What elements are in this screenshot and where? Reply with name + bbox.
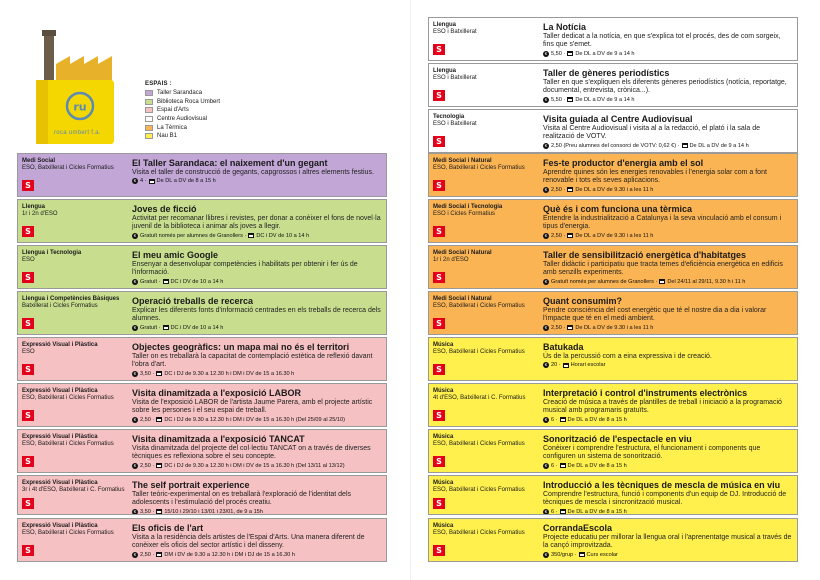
activity-description: Activitat per recomanar llibres i revistes, per donar a conèixer el fons de novel·la juvenil de la biblioteca i animar als joves a llegir.: [132, 215, 381, 231]
legend-label: Espai d'Arts: [157, 107, 189, 114]
education-level: ESO, Batxillerat i Cicles Formatius: [433, 441, 525, 447]
subject-area: Medi Social i Natural: [433, 250, 492, 256]
activity-card[interactable]: [428, 383, 798, 427]
subject-area: Medi Social i Natural: [433, 296, 492, 302]
education-level: ESO, Batxillerat i Cicles Formatius: [22, 395, 114, 401]
activity-price: 2,50 (Preu alumnes del consorci de VOTV: 0,62 €) ·: [551, 142, 680, 149]
activity-price: 5,50 ·: [551, 50, 566, 57]
activity-description: Visita el taller de construcció de gegants, capgrossos i altres elements festius.: [132, 169, 374, 176]
legend-item: [145, 89, 285, 98]
euro-icon: €: [544, 551, 548, 557]
education-level: ESO i Batxillerat: [433, 29, 477, 35]
euro-icon: €: [544, 96, 548, 102]
activity-price: 3,50 ·: [140, 370, 155, 377]
subject-area: Llengua i Competències Bàsiques: [22, 296, 120, 302]
subject-area: Llengua i Tecnologia: [22, 250, 82, 256]
s-badge-icon: S: [433, 456, 445, 467]
subject-area: Expressió Visual i Plàstica: [22, 434, 98, 440]
s-badge-icon: S: [22, 410, 34, 421]
activity-card[interactable]: [17, 245, 387, 289]
activity-title: CorrandaEscola: [543, 523, 613, 533]
euro-icon: €: [544, 232, 548, 238]
activity-schedule: De DL a DV de 8 a 15 h: [567, 508, 627, 515]
activity-card[interactable]: [17, 518, 387, 562]
s-badge-icon: S: [433, 498, 445, 509]
legend-swatch: [145, 116, 153, 122]
activity-title: Interpretació i control d'instruments electrònics: [543, 388, 748, 398]
activity-card[interactable]: [428, 245, 798, 289]
subject-area: Medi Social: [22, 158, 56, 164]
calendar-icon: [567, 233, 573, 238]
subject-area: Música: [433, 388, 454, 394]
education-level: ESO, Batxillerat i Cicles Formatius: [22, 441, 114, 447]
legend-item: [145, 132, 285, 141]
activity-description: Aprendre quines són les energies renovables i l'energia solar com a font renovable i tots els seves aplicacions.: [543, 169, 767, 185]
card-body: [543, 338, 797, 380]
activity-card[interactable]: [428, 17, 798, 61]
legend-swatch: [145, 125, 153, 131]
s-badge-icon: S: [433, 272, 445, 283]
activity-price: 350/grup ·: [551, 551, 577, 558]
activity-title: Els oficis de l'art: [132, 523, 204, 533]
activity-card[interactable]: [428, 429, 798, 473]
activity-schedule: De DL a DV de 9 a 14 h: [575, 96, 635, 103]
euro-icon: €: [544, 324, 548, 330]
activity-description: Taller teòric-experimental on es treballarà l'exploració de l'identitat dels adolescents i l'estimulació del procés creatiu.: [132, 491, 352, 507]
card-left-panel: [429, 292, 543, 334]
calendar-icon: [156, 552, 162, 557]
activity-meta: [543, 324, 793, 332]
activity-description: Taller didàctic i participatiu que tracta temes d'eficiència energètica en edificis amb senzills experiments.: [543, 261, 783, 277]
legend-swatch: [145, 107, 153, 113]
activity-price: 20 ·: [551, 362, 561, 369]
calendar-icon: [149, 179, 155, 184]
activity-title: Batukada: [543, 342, 584, 352]
activity-meta: [543, 462, 793, 470]
activity-title: Visita guiada al Centre Audiovisual: [543, 114, 693, 124]
s-badge-icon: S: [22, 180, 34, 191]
activity-price: Gratuït només per alumnes de Granollers ·: [551, 278, 658, 285]
activity-price: 2,50 ·: [551, 186, 566, 193]
activity-price: 2,50 ·: [551, 324, 566, 331]
legend-label: La Tèrmica: [157, 124, 187, 131]
activity-schedule: De DL a DV de 8 a 15 h: [156, 178, 216, 185]
activity-title: Operació treballs de recerca: [132, 296, 254, 306]
activity-meta: [132, 508, 382, 515]
euro-icon: €: [133, 370, 137, 376]
activity-meta: [543, 416, 793, 424]
card-body: [543, 154, 797, 196]
activity-title: La Notícia: [543, 22, 587, 32]
subject-area: Expressió Visual i Plàstica: [22, 523, 98, 529]
subject-area: Medi Social i Tecnologia: [433, 204, 503, 210]
activity-meta: [543, 50, 793, 58]
activity-card[interactable]: [17, 291, 387, 335]
activity-title: Joves de ficció: [132, 204, 197, 214]
activity-description: Taller on es treballarà la capacitat de contemplació estètica de reflexió davant l'obra d'art.: [132, 353, 373, 369]
card-body: [543, 200, 797, 242]
legend-swatch: [145, 90, 153, 96]
euro-icon: €: [544, 508, 548, 514]
activity-schedule: De DL a DV de 9.30 i a les 11 h: [575, 186, 654, 193]
card-body: [132, 338, 386, 380]
card-left-panel: [18, 292, 132, 334]
activity-schedule: DC i DV de 10 a 14 h: [170, 324, 224, 331]
activity-card[interactable]: [17, 153, 387, 197]
svg-text:ru: ru: [73, 100, 87, 114]
logo-brand-text: roca umbert f.a.: [54, 130, 101, 136]
card-body: [543, 430, 797, 472]
calendar-icon: [156, 509, 162, 514]
activity-description: Comprendre l'estructura, funció i components d'un equip de DJ. Introducció de tècniques de mescla i sincronització musical.: [543, 491, 787, 507]
activity-meta: [543, 96, 793, 104]
activity-card[interactable]: [428, 291, 798, 335]
activity-card[interactable]: [17, 383, 387, 427]
activity-schedule: De DL a DV de 8 a 15 h: [567, 462, 627, 469]
card-left-panel: [429, 430, 543, 472]
s-badge-icon: S: [433, 90, 445, 101]
activity-card[interactable]: [428, 337, 798, 381]
activity-description: Ensenyar a desenvolupar competències i habilitats per obtenir i fer ús de l'informació.: [132, 261, 358, 277]
card-left-panel: [18, 476, 132, 514]
card-left-panel: [18, 384, 132, 426]
calendar-icon: [563, 363, 569, 368]
activity-description: Visita a la residència dels artistes de l'Espai d'Arts. Una manera diferent de conèixer els oficis del sector artístic i del disseny.: [132, 534, 365, 550]
roca-umbert-logo: [32, 30, 116, 148]
activity-meta: [132, 551, 382, 559]
education-level: Batxillerat i Cicles Formatius: [22, 303, 98, 309]
s-badge-icon: S: [22, 456, 34, 467]
subject-area: Llengua: [433, 68, 457, 74]
activity-schedule: Horari escolar: [570, 362, 606, 369]
education-level: ESO, Batxillerat i Cicles Formatius: [22, 530, 114, 536]
activity-schedule: DC i DV de 10 a 14 h: [170, 278, 224, 285]
activity-description: Explicar les diferents fonts d'informació centrades en els treballs de recerca dels alumnes.: [132, 307, 381, 323]
s-badge-icon: S: [433, 410, 445, 421]
calendar-icon: [567, 51, 573, 56]
s-badge-icon: S: [22, 364, 34, 375]
s-badge-icon: S: [22, 318, 34, 329]
subject-area: Música: [433, 342, 454, 348]
activity-description: Entendre la industrialització a Catalunya i la seva vinculació amb el consum i tipus d'energia.: [543, 215, 782, 231]
s-badge-icon: S: [433, 364, 445, 375]
card-left-panel: [429, 338, 543, 380]
calendar-icon: [560, 417, 566, 422]
activity-schedule: Del 24/11 al 29/11, 9.30 h i 11 h: [667, 278, 746, 285]
subject-area: Expressió Visual i Plàstica: [22, 388, 98, 394]
activity-schedule: De DL a DV de 9.30 i a les 11 h: [575, 324, 654, 331]
euro-icon: €: [544, 416, 548, 422]
activity-price: Gratuït ·: [140, 278, 161, 285]
activity-meta: [543, 551, 793, 559]
activity-schedule: DM i DV de 9.30 a 12.30 h i DM i DJ de 15 a 16.30 h: [164, 551, 295, 558]
activity-meta: [132, 416, 382, 424]
activity-card[interactable]: [428, 475, 798, 515]
activity-card[interactable]: [17, 337, 387, 381]
legend-item: [145, 98, 285, 107]
activity-description: Visita al Centre Audiovisual i visita al a la redacció, el plató i la sala de realització de VOTV.: [543, 125, 760, 141]
activity-description: Conèixer i comprendre l'estructura, el funcionament i components que configuren un sistema de sonorització.: [543, 445, 761, 461]
calendar-icon: [579, 552, 585, 557]
s-badge-icon: S: [433, 180, 445, 191]
s-badge-icon: S: [22, 498, 34, 509]
education-level: ESO, Batxillerat i Cicles Formatius: [433, 487, 525, 493]
euro-icon: €: [544, 142, 548, 148]
calendar-icon: [248, 233, 254, 238]
activity-title: Taller de sensibilització energètica d'habitatges: [543, 250, 747, 260]
card-body: [132, 246, 386, 288]
s-badge-icon: S: [433, 136, 445, 147]
activity-meta: [543, 232, 793, 240]
card-left-panel: [429, 200, 543, 242]
activity-price: 3,50 ·: [140, 508, 155, 515]
education-level: ESO, Batxillerat i Cicles Formatius: [433, 530, 525, 536]
subject-area: Medi Social i Natural: [433, 158, 492, 164]
page-gutter: [410, 0, 411, 580]
activity-schedule: Curs escolar: [586, 551, 618, 558]
euro-icon: €: [133, 278, 137, 284]
spaces-legend: [145, 81, 285, 141]
calendar-icon: [567, 325, 573, 330]
activity-card[interactable]: [428, 63, 798, 107]
activity-price: 6 ·: [551, 462, 558, 469]
card-body: [543, 246, 797, 288]
card-body: [543, 519, 797, 561]
card-left-panel: [18, 519, 132, 561]
card-left-panel: [429, 110, 543, 152]
s-badge-icon: S: [433, 318, 445, 329]
education-level: ESO: [22, 349, 35, 355]
activity-schedule: De DL a DV de 9.30 i a les 11 h: [575, 232, 654, 239]
card-left-panel: [429, 64, 543, 106]
card-body: [132, 476, 386, 514]
euro-icon: €: [133, 462, 137, 468]
activity-schedule: DC i DJ de 9.30 a 12.30 h i DM i DV de 15 a 16.30 h (Del 25/09 al 25/10): [164, 416, 345, 423]
activity-meta: [132, 232, 382, 240]
activity-price: Gratuït ·: [140, 324, 161, 331]
activity-price: 6 ·: [551, 508, 558, 515]
calendar-icon: [163, 325, 169, 330]
euro-icon: €: [133, 232, 137, 238]
calendar-icon: [156, 463, 162, 468]
card-body: [132, 430, 386, 472]
legend-swatch: [145, 99, 153, 105]
activity-meta: [543, 278, 793, 286]
calendar-icon: [567, 187, 573, 192]
calendar-icon: [156, 417, 162, 422]
subject-area: Música: [433, 480, 454, 486]
education-level: ESO, Batxillerat i Cicles Formatius: [433, 165, 525, 171]
activity-meta: [543, 186, 793, 194]
activity-card[interactable]: [17, 199, 387, 243]
euro-icon: €: [133, 416, 137, 422]
legend-label: Taller Sarandaca: [157, 90, 203, 97]
activity-card[interactable]: [428, 518, 798, 562]
card-left-panel: [429, 476, 543, 514]
activity-title: Introducció a les tècniques de mescla de música en viu: [543, 480, 781, 490]
activity-card[interactable]: [428, 153, 798, 197]
euro-icon: €: [544, 278, 548, 284]
activity-price: 2,50 ·: [140, 416, 155, 423]
activity-card[interactable]: [17, 429, 387, 473]
activity-title: Visita dinamitzada a l'exposició LABOR: [132, 388, 302, 398]
euro-icon: €: [544, 362, 548, 368]
education-level: 1r i 2n d'ESO: [22, 211, 58, 217]
activity-meta: [543, 508, 793, 515]
euro-icon: €: [133, 508, 137, 514]
card-body: [543, 64, 797, 106]
card-left-panel: [429, 18, 543, 60]
calendar-icon: [567, 97, 573, 102]
card-left-panel: [429, 519, 543, 561]
activity-price: 4 ·: [140, 178, 147, 185]
activity-description: Taller en que s'expliquen els diferents gèneres periodístics (notícia, reportatge, documental, entrevista, crònica...).: [543, 79, 787, 95]
s-badge-icon: S: [22, 226, 34, 237]
activity-title: Taller de gèneres periodístics: [543, 68, 670, 78]
s-badge-icon: S: [22, 545, 34, 556]
education-level: ESO i Cicles Formatius: [433, 211, 496, 217]
card-left-panel: [18, 338, 132, 380]
activity-meta: [132, 324, 382, 332]
education-level: ESO, Batxillerat i Cicles Formatius: [433, 349, 525, 355]
education-level: ESO, Batxillerat i Cicles Formatius: [22, 165, 114, 171]
s-badge-icon: S: [433, 545, 445, 556]
activity-schedule: De DL a DV de 9 a 14 h: [689, 142, 749, 149]
card-body: [132, 200, 386, 242]
s-badge-icon: S: [433, 44, 445, 55]
legend-title: ESPAIS :: [145, 81, 172, 87]
activity-title: Objectes geogràfics: un mapa mai no és el territori: [132, 342, 350, 352]
card-body: [132, 292, 386, 334]
legend-item: [145, 106, 285, 115]
activity-price: 2,50 ·: [140, 462, 155, 469]
activity-meta: [132, 462, 382, 470]
activity-title: Visita dinamitzada a l'exposició TANCAT: [132, 434, 305, 444]
legend-item: [145, 123, 285, 132]
card-left-panel: [429, 384, 543, 426]
activity-description: Visita dinamitzada del projecte del col·lectiu TANCAT on a través de diverses tècniques es reflexiona sobre el seu concepte.: [132, 445, 371, 461]
activity-schedule: 15/10 i 29/10 i 13/01 i 23/01, de 9 a 15h: [164, 508, 263, 515]
card-left-panel: [18, 200, 132, 242]
activity-schedule: De DL a DV de 9 a 14 h: [575, 50, 635, 57]
s-badge-icon: S: [22, 272, 34, 283]
calendar-icon: [560, 509, 566, 514]
activity-title: El meu amic Google: [132, 250, 219, 260]
card-left-panel: [429, 154, 543, 196]
card-left-panel: [18, 154, 132, 196]
calendar-icon: [682, 143, 688, 148]
calendar-icon: [163, 279, 169, 284]
calendar-icon: [659, 279, 665, 284]
legend-swatch: [145, 133, 153, 139]
card-left-panel: [429, 246, 543, 288]
euro-icon: €: [133, 324, 137, 330]
activity-schedule: DC i DJ de 9.30 a 12.30 h i DM i DV de 15 a 16.30 h (Del 13/11 al 13/12): [164, 462, 345, 469]
card-left-panel: [18, 430, 132, 472]
legend-item: [145, 115, 285, 124]
education-level: 4t d'ESO, Batxillerat i C. Formatius: [433, 395, 526, 401]
subject-area: Tecnologia: [433, 114, 465, 120]
card-body: [543, 476, 797, 514]
activity-meta: [132, 177, 382, 185]
activity-title: Sonorització de l'espectacle en viu: [543, 434, 692, 444]
card-body: [132, 154, 386, 196]
activity-description: Visita de l'exposició LABOR de l'artista Jaume Parera, amb el projecte artístic sobre les persones i el seu espai de treball.: [132, 399, 373, 415]
activity-description: Ús de la percussió com a eina expressiva i de creació.: [543, 353, 712, 360]
activity-title: El Taller Sarandaca: el naixement d'un gegant: [132, 158, 328, 168]
card-left-panel: [18, 246, 132, 288]
card-body: [543, 18, 797, 60]
activity-description: Taller dedicat a la notícia, en que s'explica tot el procés, des de com sorgeix, fins que s'emet.: [543, 33, 781, 49]
education-level: 3r i 4t d'ESO, Batxillerat i C. Formatius: [22, 487, 125, 493]
legend-label: Centre Audiovisual: [157, 116, 208, 123]
activity-schedule: De DL a DV de 8 a 15 h: [567, 416, 627, 423]
calendar-icon: [156, 371, 162, 376]
activity-card[interactable]: [428, 199, 798, 243]
activity-price: 6 ·: [551, 416, 558, 423]
education-level: 1r i 2n d'ESO: [433, 257, 469, 263]
s-badge-icon: S: [433, 226, 445, 237]
subject-area: Expressió Visual i Plàstica: [22, 480, 98, 486]
activity-meta: [132, 278, 382, 286]
card-body: [132, 384, 386, 426]
activity-title: Quant consumim?: [543, 296, 623, 306]
euro-icon: €: [544, 186, 548, 192]
education-level: ESO: [22, 257, 35, 263]
subject-area: Llengua: [22, 204, 46, 210]
card-body: [543, 292, 797, 334]
activity-title: Què és i com funciona una tèrmica: [543, 204, 693, 214]
card-body: [132, 519, 386, 561]
card-body: [543, 110, 797, 152]
card-body: [543, 384, 797, 426]
legend-label: Biblioteca Roca Umbert: [157, 98, 221, 105]
activity-schedule: DC i DV de 10 a 14 h: [256, 232, 310, 239]
activity-title: Fes-te productor d'energia amb el sol: [543, 158, 704, 168]
activity-title: The self portrait experience: [132, 480, 250, 490]
subject-area: Música: [433, 523, 454, 529]
activity-description: Creació de música a través de plantilles de treball i iniciació a la programació musical amb programaris gratuïts.: [543, 399, 782, 415]
activity-price: 5,50 ·: [551, 96, 566, 103]
activity-description: Pendre consciència del cost energètic que té el nostre dia a dia i valorar l'impacte que té en el medi ambient.: [543, 307, 767, 323]
activity-price: 2,50 ·: [551, 232, 566, 239]
subject-area: Expressió Visual i Plàstica: [22, 342, 98, 348]
euro-icon: €: [544, 462, 548, 468]
education-level: ESO, Batxillerat i Cicles Formatius: [433, 303, 525, 309]
activity-price: Gratuït només per alumnes de Granollers ·: [140, 232, 247, 239]
activity-schedule: DC i DJ de 9.30 a 12.30 h i DM i DV de 15 a 16.30 h: [164, 370, 295, 377]
activity-price: 2,50 ·: [140, 551, 155, 558]
education-level: ESO i Batxillerat: [433, 121, 477, 127]
activity-card[interactable]: [428, 109, 798, 153]
activity-description: Projecte educatiu per millorar la llengua oral i l'aprenentatge musical a través de la cançó improvitzada.: [543, 534, 792, 550]
euro-icon: €: [133, 178, 137, 184]
euro-icon: €: [133, 551, 137, 557]
subject-area: Música: [433, 434, 454, 440]
activity-meta: [543, 142, 793, 150]
activity-card[interactable]: [17, 475, 387, 515]
euro-icon: €: [544, 50, 548, 56]
subject-area: Llengua: [433, 22, 457, 28]
activity-meta: [543, 361, 793, 369]
education-level: ESO i Batxillerat: [433, 75, 477, 81]
activity-meta: [132, 370, 382, 378]
legend-label: Nau B1: [157, 133, 178, 140]
calendar-icon: [560, 463, 566, 468]
